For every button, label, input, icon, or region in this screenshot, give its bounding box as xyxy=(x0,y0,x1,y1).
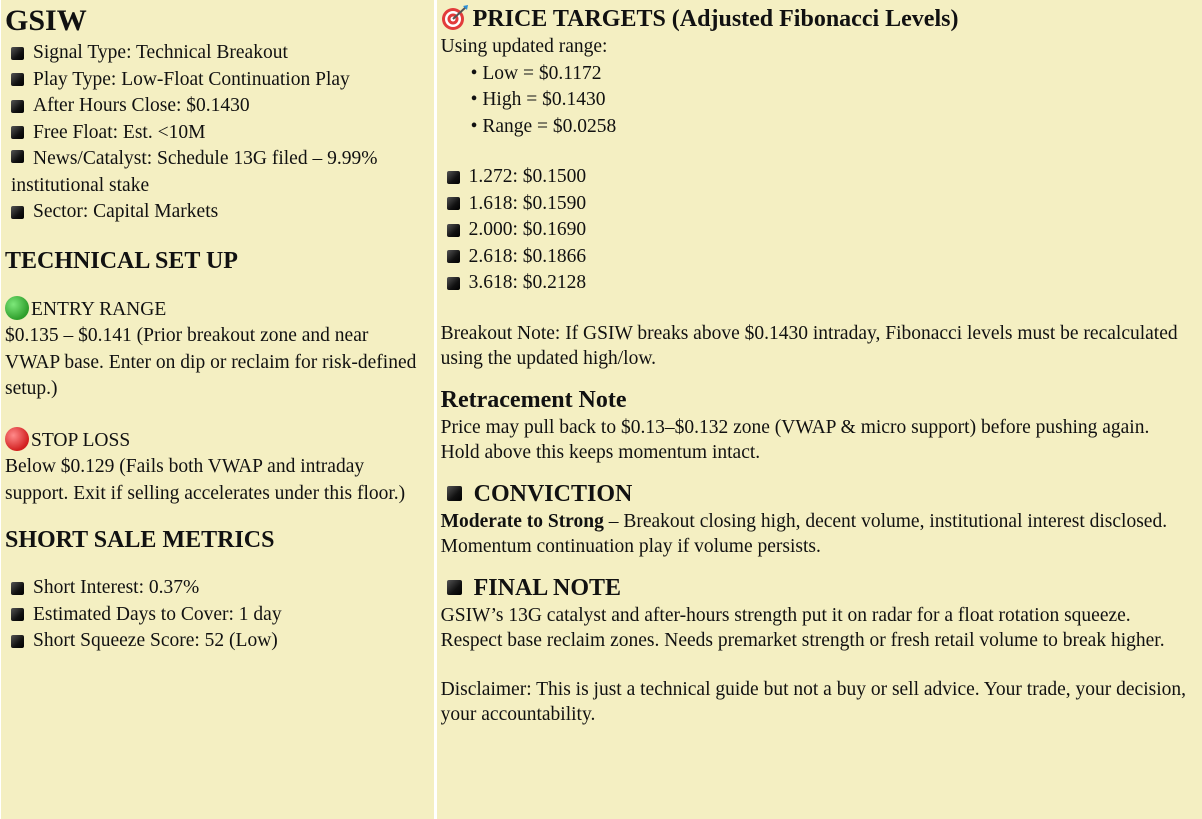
black-square-icon xyxy=(11,47,24,60)
range-intro: Using updated range: xyxy=(440,36,608,57)
conviction-text: Moderate to Strong – Breakout closing high, decent volume, institutional interest disclosed. Momentum continuation play if volume persists. xyxy=(440,510,1168,557)
list-item: 1.272: $0.1500 xyxy=(441,164,1202,191)
list-item: • High = $0.1430 xyxy=(470,89,606,110)
list-item: • Range = $0.0258 xyxy=(470,115,617,137)
black-square-icon xyxy=(11,100,24,113)
list-item: Signal Type: Technical Breakout xyxy=(5,40,434,67)
list-item: After Hours Close: $0.1430 xyxy=(5,93,434,120)
black-square-icon xyxy=(11,635,24,648)
black-square-icon xyxy=(447,277,460,290)
short-metrics-list xyxy=(5,575,434,655)
final-note-text: GSIW’s 13G catalyst and after-hours strength put it on radar for a float rotation squeeze. Respect base reclaim zones. Needs premarket strength or fresh retail volume to break higher. xyxy=(440,604,1165,651)
black-square-icon xyxy=(447,224,460,237)
setup-heading: TECHNICAL SET UP xyxy=(5,247,238,274)
black-square-icon xyxy=(447,580,462,595)
list-item: Play Type: Low-Float Continuation Play xyxy=(5,67,434,94)
final-note-heading: FINAL NOTE xyxy=(441,573,1202,603)
list-item: Short Squeeze Score: 52 (Low) xyxy=(5,628,434,655)
range-list xyxy=(441,61,1202,141)
list-item: 2.000: $0.1690 xyxy=(441,217,1202,244)
list-item: 2.618: $0.1866 xyxy=(441,244,1202,271)
list-item: 3.618: $0.2128 xyxy=(441,270,1202,297)
black-square-icon xyxy=(447,250,460,263)
red-circle-icon xyxy=(5,427,29,451)
list-item: Sector: Capital Markets xyxy=(5,199,434,226)
entry-range-label: ENTRY RANGE xyxy=(5,296,434,324)
disclaimer: Disclaimer: This is just a technical guide but not a buy or sell advice. Your trade, your decision, your accountability. xyxy=(440,678,1187,725)
black-square-icon xyxy=(447,171,460,184)
price-targets-heading: PRICE TARGETS (Adjusted Fibonacci Levels) xyxy=(441,4,1202,34)
black-square-icon xyxy=(11,73,24,86)
black-square-icon xyxy=(11,608,24,621)
signal-list xyxy=(5,40,434,226)
retracement-text: Price may pull back to $0.13–$0.132 zone (VWAP & micro support) before pushing again. Hold above this keeps momentum intact. xyxy=(440,416,1150,463)
list-item: Estimated Days to Cover: 1 day xyxy=(5,602,434,629)
dart-target-icon xyxy=(441,4,469,32)
black-square-icon xyxy=(11,206,24,219)
short-sale-heading: SHORT SALE METRICS xyxy=(5,527,275,553)
right-column xyxy=(437,0,1202,819)
breakout-note: Breakout Note: If GSIW breaks above $0.1430 intraday, Fibonacci levels must be recalculated using the updated high/low. xyxy=(440,322,1178,369)
entry-range-text: $0.135 – $0.141 (Prior breakout zone and near VWAP base. Enter on dip or reclaim for risk-defined setup.) xyxy=(5,325,417,399)
left-column xyxy=(1,0,434,819)
retracement-heading: Retracement Note xyxy=(440,386,627,413)
black-square-icon xyxy=(447,197,460,210)
list-item: 1.618: $0.1590 xyxy=(441,191,1202,218)
conviction-heading: CONVICTION xyxy=(441,479,1202,509)
black-square-icon xyxy=(11,126,24,139)
list-item: Free Float: Est. <10M xyxy=(5,120,434,147)
stop-loss-text: Below $0.129 (Fails both VWAP and intraday support. Exit if selling accelerates under this floor.) xyxy=(5,456,406,504)
stop-loss-label: STOP LOSS xyxy=(5,427,434,455)
list-item: Short Interest: 0.37% xyxy=(5,575,434,602)
ticker-title: GSIW xyxy=(5,4,87,37)
fib-levels-list xyxy=(441,164,1202,297)
list-item: News/Catalyst: Schedule 13G filed – 9.99% institutional stake xyxy=(11,148,378,196)
list-item: • Low = $0.1172 xyxy=(470,62,602,84)
black-square-icon xyxy=(447,486,462,501)
green-circle-icon xyxy=(5,296,29,320)
black-square-icon xyxy=(11,150,24,163)
black-square-icon xyxy=(11,582,24,595)
